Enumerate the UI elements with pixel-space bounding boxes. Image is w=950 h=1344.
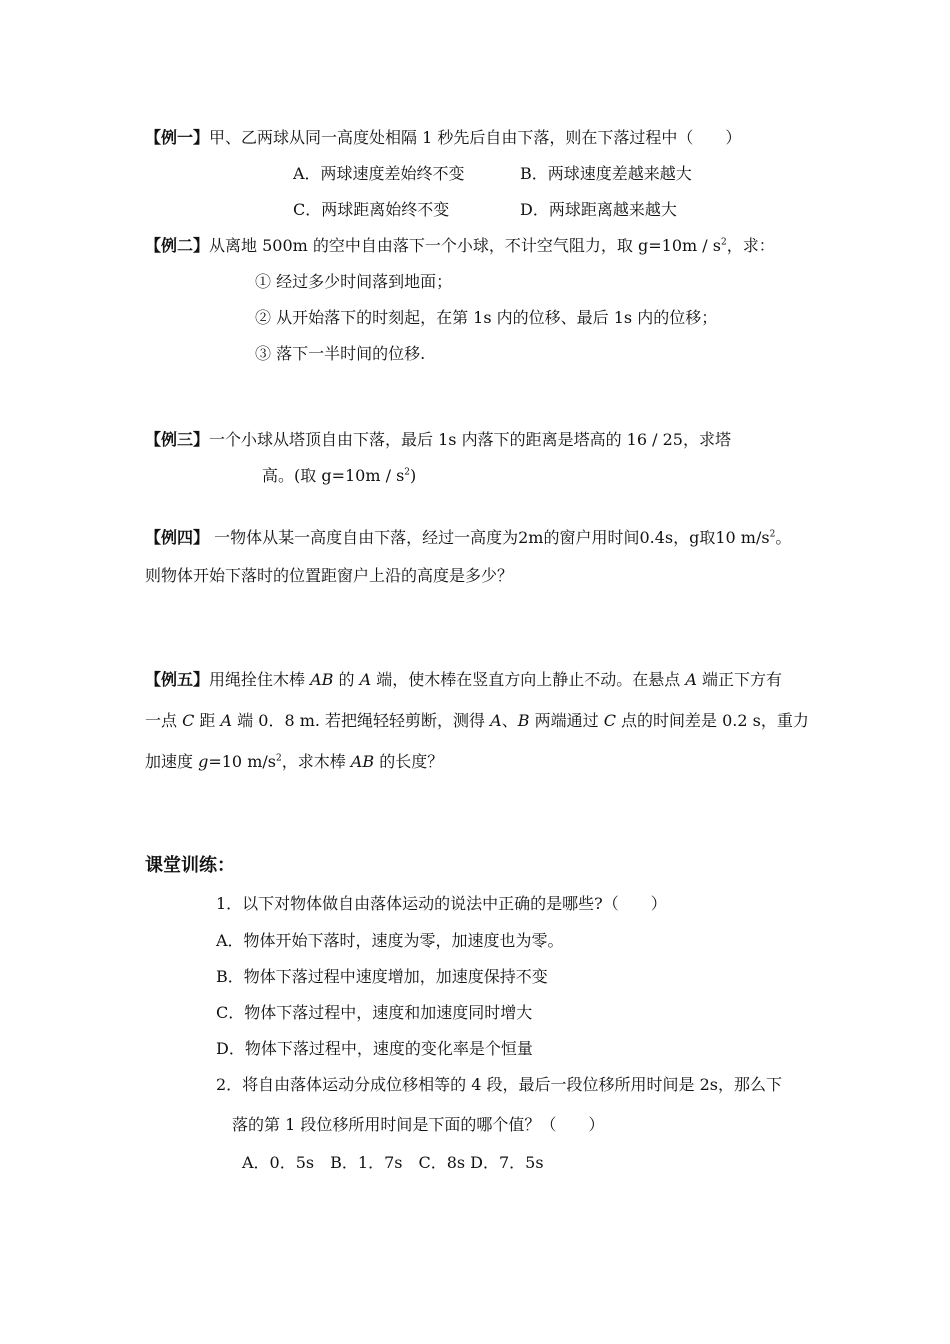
practice-q1-option-a: A．物体开始下落时，速度为零，加速度也为零。	[216, 931, 564, 950]
example-3-question-end: )	[410, 466, 417, 485]
example-5-text: 一点	[145, 711, 183, 730]
practice-heading: 课堂训练：	[145, 855, 235, 876]
example-2-subquestion-2: ② 从开始落下的时刻起，在第 1s 内的位移、最后 1s 内的位移；	[255, 308, 718, 327]
example-2-question-end: ，求：	[726, 236, 775, 255]
example-3-question-cont: 高。(取 g=10m / s	[262, 466, 405, 485]
example-2-tag: 【例二】	[145, 236, 210, 255]
example-4-line-2: 则物体开始下落时的位置距窗户上沿的高度是多少？	[145, 566, 514, 585]
example-5-text: 的长度？	[374, 752, 444, 771]
practice-question-1: 1．以下对物体做自由落体运动的说法中正确的是哪些?（ ）	[216, 894, 667, 913]
example-2-question: 从离地 500m 的空中自由落下一个小球，不计空气阻力，取 g=10m / s	[209, 236, 721, 255]
example-2-exponent: 2	[720, 237, 727, 248]
example-1-option-d: D．两球距离越来越大	[520, 200, 677, 219]
practice-q1-option-c: C．物体下落过程中，速度和加速度同时增大	[216, 1003, 533, 1022]
practice-q1-option-d: D．物体下落过程中，速度的变化率是个恒量	[216, 1039, 533, 1058]
practice-question-2-cont: 落的第 1 段位移所用时间是下面的哪个值？（ ）	[232, 1115, 605, 1134]
example-5-text: 端 0．8 m. 若把绳轻轻剪断，测得	[232, 711, 491, 730]
practice-q2-options: A．0．5s B．1．7s C．8s D．7．5s	[242, 1153, 544, 1172]
example-5-text: 点的时间差是 0.2 s，重力	[615, 711, 809, 730]
example-1-option-b: B．两球速度差越来越大	[520, 164, 692, 183]
example-1-line	[145, 128, 741, 148]
example-5-line-3	[145, 752, 443, 772]
example-5-tag: 【例五】	[145, 670, 210, 689]
example-4-question: 一物体从某一高度自由下落，经过一高度为2m的窗户用时间0.4s，g取10 m/s	[209, 528, 770, 547]
symbol-b: B	[517, 711, 530, 730]
example-5-text: 、	[501, 711, 518, 730]
example-1-option-c: C．两球距离始终不变	[293, 200, 450, 219]
practice-question-2: 2．将自由落体运动分成位移相等的 4 段，最后一段位移所用时间是 2s，那么下	[216, 1075, 783, 1094]
symbol-g: g	[198, 752, 209, 771]
symbol-a: A	[220, 711, 233, 730]
example-5-text: 端，使木棒在竖直方向上静止不动。在悬点	[371, 670, 686, 689]
example-1-question: 甲、乙两球从同一高度处相隔 1 秒先后自由下落，则在下落过程中（ ）	[209, 128, 742, 147]
example-4-question-end: 。	[775, 528, 792, 547]
example-2-line	[145, 236, 775, 256]
symbol-ab: AB	[350, 752, 375, 771]
example-1-option-a: A．两球速度差始终不变	[293, 164, 465, 183]
example-5-text: ，求木棒	[281, 752, 351, 771]
symbol-a: A	[359, 670, 372, 689]
example-3-exponent: 2	[404, 467, 411, 478]
symbol-c: C	[182, 711, 195, 730]
example-1-tag: 【例一】	[145, 128, 210, 147]
example-5-text: 加速度	[145, 752, 199, 771]
example-4-line	[145, 528, 791, 548]
example-4-tag: 【例四】	[145, 528, 210, 547]
practice-q1-option-b: B．物体下落过程中速度增加，加速度保持不变	[216, 967, 548, 986]
example-3-question: 一个小球从塔顶自由下落，最后 1s 内落下的距离是塔高的 16 / 25，求塔	[209, 430, 731, 449]
symbol-a: A	[490, 711, 502, 730]
example-5-text: 距	[194, 711, 221, 730]
example-5-text: 的	[333, 670, 360, 689]
example-3-line-2	[262, 466, 416, 486]
example-5-text: =10 m/s	[208, 752, 276, 771]
example-2-subquestion-1: ① 经过多少时间落到地面；	[255, 272, 453, 291]
example-3-tag: 【例三】	[145, 430, 210, 449]
example-5-line	[145, 670, 782, 690]
example-4-exponent: 2	[769, 529, 776, 540]
symbol-a: A	[685, 670, 697, 689]
example-5-line-2	[145, 711, 809, 731]
symbol-c: C	[603, 711, 616, 730]
example-5-text: 端正下方有	[696, 670, 783, 689]
example-5-exponent: 2	[275, 753, 282, 764]
example-5-text: 用绳拴住木棒	[209, 670, 311, 689]
example-5-text: 两端通过	[529, 711, 604, 730]
example-3-line	[145, 430, 731, 450]
symbol-ab: AB	[310, 670, 334, 689]
example-2-subquestion-3: ③ 落下一半时间的位移.	[255, 344, 426, 363]
